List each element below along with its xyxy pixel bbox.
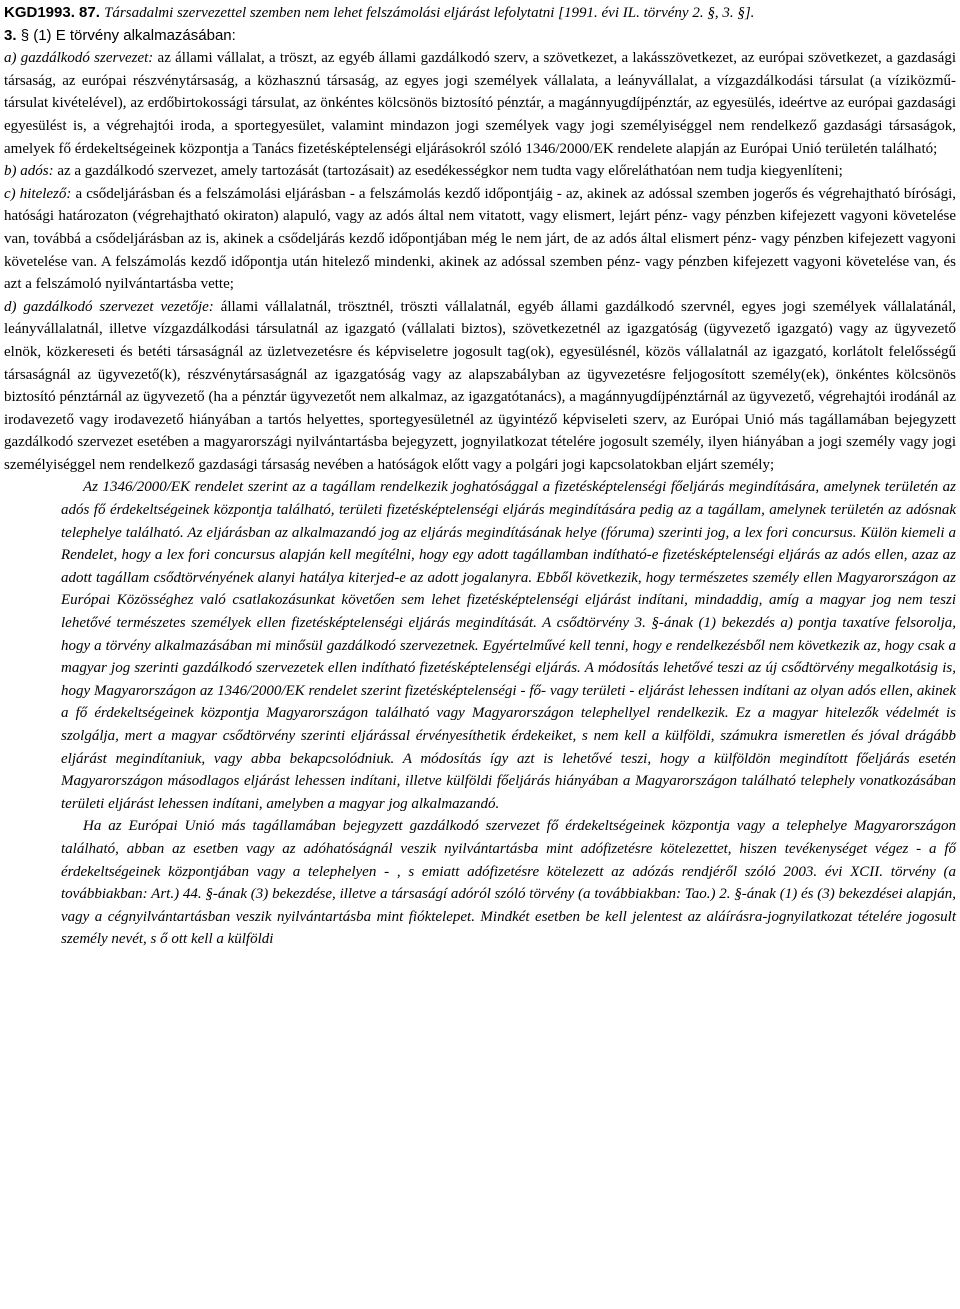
definition-text: állami vállalatnál, trösztnél, tröszti vállalatnál, egyéb állami gazdálkodó szervnél, egyes jogi személyek vállalatánál, leányvállalatnál, illetve vízgazdálkodási társulatnál az igazgató (vállalati biztos), szövetkezetnél az igazgatóság (ügyvezető igazgató) vagy az ügyvezető elnök, közkereseti és betéti társaságnál az üzletvezetésre és képviseletre jogosult tag(ok), egyesülésnél, közös vállalatnál az igazgató, korlátolt felelősségű társaságnál az ügyvezető(k), részvénytársaságnál az igazgatóság vagy az alapszabályban az ügyvezetésre feljogosított személy(ek), önkéntes kölcsönös biztosító pénztárnál az ügyvezető (ha a pénztár ügyvezetőt nem alkalmaz, az igazgatótanács), a magánnyugdíjpénztárnál az ügyvezető, végrehajtói irodánál az irodavezető vagy irodavezető hiányában a tartós helyettes, sportegyesületnél az ügyintéző képviseleti szerv, az Európai Unió más tagállamában bejegyzett gazdálkodó szervezet esetében a magyarországi nyilvántartásba bejegyzett, jognyilatkozat tételére jogosult személy, ilyen hiányában a jogi személy vagy jogi személyiséggel nem rendelkező gazdasági társaság nevében a hatóságok előtt vagy a polgári jogi kapcsolatokban eljárt személy; [4, 298, 956, 473]
commentary-paragraph-1: Az 1346/2000/EK rendelet szerint az a tagállam rendelkezik joghatósággal a fizetésképtelenségi főeljárás megindítására, amelynek területén az adós fő érdekeltségeinek központja található, területi fizetésképtelenségi eljárás megindítására pedig az a tagállam, amelynek területén az adósnak telephelye található. Az eljárásban az alkalmazandó jog az eljárás megindításának helye (fóruma) szerinti jog, a lex fori concursus. Külön kiemeli a Rendelet, hogy a lex fori concursus alapján kell megítélni, hogy egy adott tagállamban indítható-e fizetésképtelenségi eljárás az adós ellen, azaz az adott tagállam csődtörvényének alanyi hatálya kiterjed-e az adott jogalanyra. Ebből következik, hogy természetes személy ellen Magyarországon az Európai Közösséghez való csatlakozásunkat követően sem lehet fizetésképtelenségi eljárást indítani, mindaddig, amíg a magyar jog nem teszi lehetővé természetes személyek ellen fizetésképtelenségi eljárás megindítását. A csődtörvény 3. §-ának (1) bekezdés a) pontja taxatíve felsorolja, hogy a törvény alkalmazásában mi minősül gazdálkodó szervezetnek. Egyértelművé kell tenni, hogy e rendelkezésből nem következik az, hogy csak a magyar jog szerinti gazdálkodó szervezetek ellen indítható fizetésképtelenségi eljárás. A módosítás lehetővé teszi az új csődtörvény megalkotásig is, hogy Magyarországon az 1346/2000/EK rendelet szerint fizetésképtelenségi - fő- vagy területi - eljárást lehessen indítani az olyan adós ellen, akinek a fő érdekeltségeinek központja Magyarországon található vagy Magyarországon telephellyel rendelkezik. Ez a magyar hitelezők védelmét is szolgálja, mert a magyar csődtörvény szerinti eljárással érvényesíthetik érdekeiket, s nem kell a külföldi, számukra ismeretlen és jóval drágább eljárást megindítaniuk, vagy abba bekapcsolódniuk. A módosítás így azt is lehetővé teszi, hogy a külföldön megindított főeljárás esetén Magyarországon másodlagos eljárást lehessen indítani, illetve külföldi főeljárás hiányában a Magyarországon található telephely vonatkozásában területi eljárást lehessen indítani, amelyben a magyar jog alkalmazandó. [61, 479, 956, 812]
section-title: § (1) E törvény alkalmazásában: [20, 26, 236, 44]
section-number: 3. [4, 26, 17, 44]
definition-b [4, 160, 956, 183]
definition-term: c) hitelező: [4, 185, 72, 202]
decision-reference: KGD1993. 87. [4, 4, 100, 21]
definition-term: a) gazdálkodó szervezet: [4, 50, 154, 67]
definition-a [4, 47, 956, 160]
definition-text: az a gazdálkodó szervezet, amely tartozását (tartozásait) az esedékességkor nem tudta vagy előreláthatóan nem tudja kiegyenlíteni; [53, 163, 843, 180]
definition-term: d) gazdálkodó szervezet vezetője: [4, 298, 214, 315]
definition-term: b) adós: [4, 163, 54, 180]
definition-text: az állami vállalat, a tröszt, az egyéb állami gazdálkodó szerv, a szövetkezet, a lakásszövetkezet, az európai szövetkezet, a gazdasági társaság, az európai részvénytársaság, a közhasznú társaság, az egyes jogi személyek vállalata, a leányvállalat, a vízgazdálkodási társulat (a víziközmű-társulat kivételével), az erdőbirtokossági társulat, az önkéntes kölcsönös biztosító pénztár, a magánnyugdíjpénztár, az egyesülés, ideértve az európai gazdasági egyesülést is, a végrehajtói iroda, a sportegyesület, valamint mindazon jogi személyek vagy jogi személyiséggel nem rendelkező gazdasági társaságok, amelyek fő érdekeltségeinek központja a Tanács fizetésképtelenségi eljárásokról szóló 1346/2000/EK rendelete alapján az Európai Unió területén található; [4, 50, 956, 157]
document-header [4, 2, 956, 25]
definition-c [4, 183, 956, 296]
section-heading [4, 25, 956, 48]
document-page [0, 2, 960, 1309]
commentary-paragraph-2: Ha az Európai Unió más tagállamában bejegyzett gazdálkodó szervezet fő érdekeltségeinek központja vagy a telephelye Magyarországon található, abban az esetben vagy az adóhatóságnál veszik nyilvántartásba mint adófizetésre kötelezettet, hiszen tevékenységet végez - a fő érdekeltségeinek központjában vagy a telephelyen - , s emiatt adófizetésre kötelezett az adózás rendjéről szóló 2003. évi XCII. törvény (a továbbiakban: Art.) 44. §-ának (3) bekezdése, illetve a társaságí adóról szóló törvény (a továbbiakban: Tao.) 2. §-ának (1) és (3) bekezdései alapján, vagy a cégnyilvántartásban veszik nyilvántartásba mint fióktelepet. Mindkét esetben be kell jelentest az aláírásra-jognyilatkozat tételére jogosult személy nevét, s ő ott kell a külföldi [61, 818, 956, 948]
definition-text: a csődeljárásban és a felszámolási eljárásban - a felszámolás kezdő időpontjáig - az, akinek az adóssal szemben jogerős és végrehajtható bírósági, hatósági határozaton (végrehajtható okiraton) alapuló, vagy az adós által nem vitatott, vagy elismert, lejárt pénz- vagy pénzben kifejezett vagyoni követelése van, továbbá a csődeljárásban az is, akinek a csődeljárás kezdő időpontjában még le nem járt, de az adós által elismert pénz- vagy pénzben kifejezett vagyoni követelése van. A felszámolás kezdő időpontja után hitelező mindenki, akinek az adóssal szemben pénz- vagy pénzben kifejezett vagyoni követelése van, és azt a felszámoló nyilvántartásba vette; [4, 185, 956, 293]
definition-d [4, 296, 956, 477]
decision-citation: Társadalmi szervezettel szemben nem lehet felszámolási eljárást lefolytatni [1991. évi IL. törvény 2. §, 3. §]. [104, 5, 755, 21]
